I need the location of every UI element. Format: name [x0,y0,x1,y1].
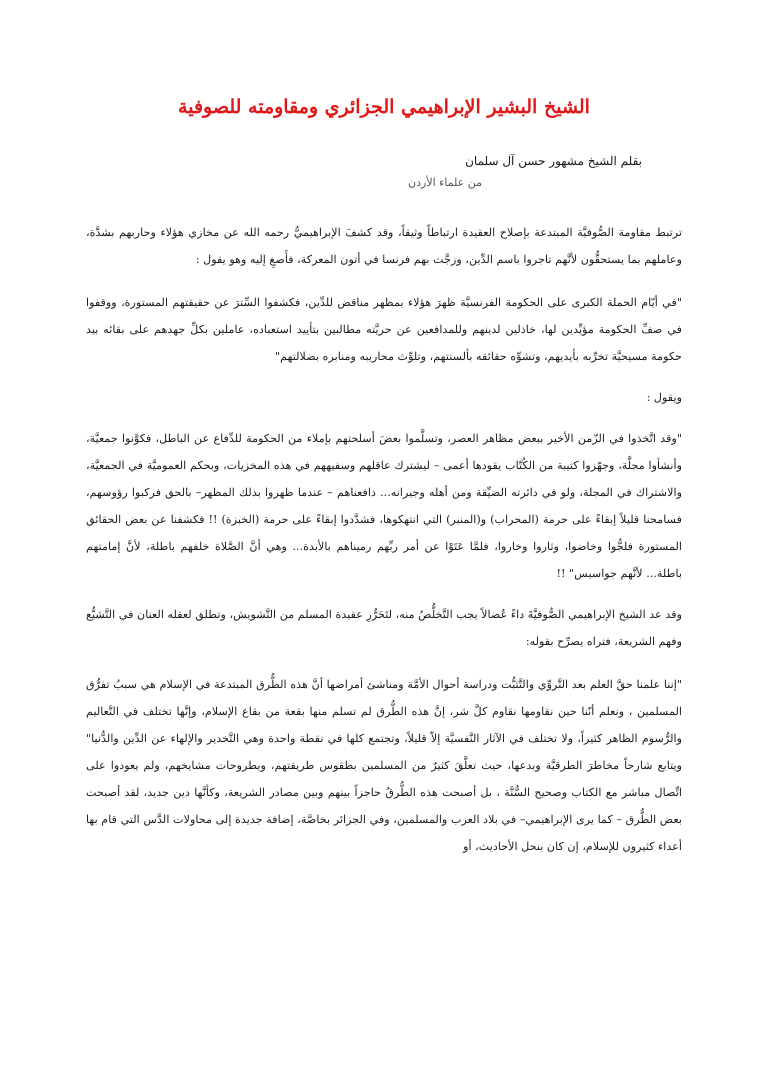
article-title: الشيخ البشير الإبراهيمي الجزائري ومقاومته للصوفية [178,96,590,118]
paragraph-intro: ترتبط مقاومة الصُّوفيَّة المبتدعة بإصلاح العقيدة ارتباطاً وثيقاً، وقد كشفَ الإبراهيميُّ رحمه الله عن مخازي هؤلاء وحاربهم بشدَّة، وعاملهم بما يستحقُّون لأنَّهم تاجروا باسم الدِّين، وزجَّت بهم فرنسا في أتون المعركة، فأَصغِ إليه وهو يقول : [86,226,682,266]
author-affiliation: من علماء الأردن [408,176,482,189]
author-byline: بقلم الشيخ مشهور حسن آل سلمان [465,154,642,168]
paragraph-transition: ويقول : [646,391,682,404]
paragraph-analysis: وقد عد الشيخ الإبراهيمي الصُّوفيَّةَ داءً عُضالاً يجب التَّخلُّصُ منه، لتَحَرُّرِ عقيدة المسلم من التَّشويش، وتطلق لعقله العنان في التَّشيُّع وفهم الشريعة، فتراه يصرِّح بقوله: [86,608,682,648]
paragraph-quote-2: "وقد اتَّخذوا في الزّمن الأخير ببعض مظاهر العصر، وتسلَّموا بعضَ أسلحتهم بإملاء من الحكومة للدِّفاع عن الباطل، فكوَّنوا جمعيَّة، وأنشأوا مجلَّة، وجهّزوا كتيبة من الكُتّاب يقودها أعمى – ليشترك عاقلهم وسفيههم في هذه المخزيات، وبحكم العموميَّة في الجمعيَّة، والاشتراك في المجلة، ولو في دائرته الضيِّقة ومن أهله وجيرانه... دافعناهم – عندما ظهروا بذلك المظهر– بالحق فركبوا رؤوسهم، فسامحنا قليلاً إبقاءً على حرمة (المحراب) و(المنبر) التي انتهكوها، فشدَّدوا إبقاءً على حرمة (الخبزة) !! فكشفنا عن بعض الحقائق المستورة فلجُّوا وخاضوا، وثاروا وخاروا، فلمَّا عَتَوْا عن أمر ربِّهم رميناهم بالأبدة... وهي أنَّ الصَّلاة خلفهم باطلة، لأنَّ إمامتهم باطلة... لأنَّهم جواسيس" !! [86,432,682,580]
paragraph-quote-1: "في أيّام الحملة الكبرى على الحكومة الفرنسيَّة ظهرَ هؤلاء بمظهر مناقض للدِّين، فكشفوا السِّترَ عن حقيقتهم المستورة، ووقفوا في صفِّ الحكومة مؤيِّدين لها، خاذلين لدينهم وللمدافعين عن حريَّته مطالبين بتأييد استعباده، عاملين بكلِّ جهدهم على بقائه بيد حكومة مسيحيَّة تخرِّبه بأيديهم، وتشوِّه حقائقه بألسنتهم، وتلوِّث محاريبه ومنابره بضلالتهم" [86,296,682,363]
paragraph-quote-3: "إننا علمنا حقَّ العلم بعد التَّروِّي والتَّثبُّت ودراسة أحوال الأمَّة ومناشئ أمراضها أنَّ هذه الطُّرق المبتدعة في الإسلام هي سببُ تفرُّق المسلمين ، ونعلم أنّنا حين نقاومها نقاوم كلَّ شر، إنَّ هذه الطُّرق لم تسلم منها بقعة من بقاع الإسلام، وإنَّها تختلف في التَّعاليم والرُّسوم الظاهر كثيراً، ولا تختلف في الآثار النَّفسيَّة إلاّ قليلاً، وتجتمع كلها في نقطة واحدة وهي التَّخدير والإلهاء عن الدِّين والدُّنيا" ويتابع شارحاً مخاطرَ الطرقيَّة وبدعها، حيث تعلَّقَ كثيرٌ من المسلمين بطقوس طريقتهم، وبطروحات مشايخهم، ولم يعودوا على اتِّصال مباشر مع الكتاب وصحيح السُّنَّة ، بل أصبحت هذه الطُّرقُ حاجزاً بينهم وبين مصادر الشريعة، وكأنَّها دين جديد، لقد أصبحت بعض الطُّرق – كما يرى الإبراهيمي– في بلاد العرب والمسلمين، وفي الجزائر بخاصَّة، إضافة جديدة إلى محاولات الدَّس التي قام بها أعداء كثيرون للإسلام، إن كان بنحل الأحاديث، أو [86,678,682,853]
